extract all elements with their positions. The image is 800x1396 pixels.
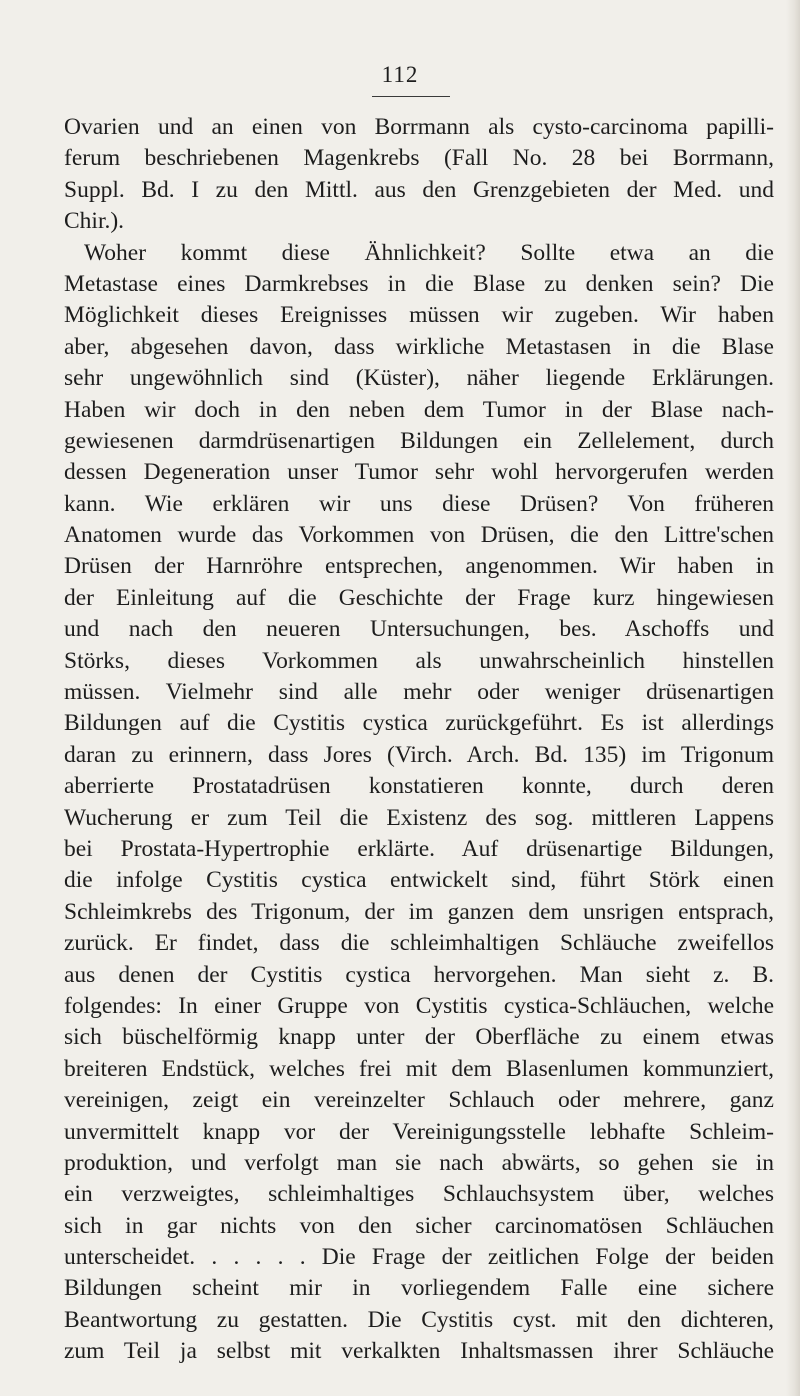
page-number-rule (372, 96, 450, 97)
text-line: Chir.). (64, 208, 125, 235)
text-line: breiteren Endstück, welches frei mit dem Blasenlumen kommunziert, (64, 1055, 774, 1082)
text-line: müssen. Vielmehr sind alle mehr oder weniger drüsenartigen (64, 679, 774, 706)
text-line: kann. Wie erklären wir uns diese Drüsen? Von früheren (64, 490, 774, 517)
text-line: Schleimkrebs des Trigonum, der im ganzen dem unsrigen entsprach, (64, 898, 774, 925)
body-text (64, 112, 774, 1368)
text-line: ferum beschriebenen Magenkrebs (Fall No. 28 bei Borrmann, (64, 145, 774, 172)
text-line: Beantwortung zu gestatten. Die Cystitis cyst. mit den dichteren, (64, 1306, 774, 1333)
text-line: gewiesenen darmdrüsenartigen Bildungen ein Zellelement, durch (64, 427, 774, 454)
text-line: Möglichkeit dieses Ereignisses müssen wir zugeben. Wir haben (64, 302, 774, 329)
text-line: aus denen der Cystitis cystica hervorgehen. Man sieht z. B. (64, 961, 774, 988)
text-line: folgendes: In einer Gruppe von Cystitis cystica-Schläuchen, welche (64, 992, 774, 1019)
text-line: Metastase eines Darmkrebses in die Blase zu denken sein? Die (64, 270, 774, 297)
text-line: zurück. Er findet, dass die schleimhaltigen Schläuche zweifellos (64, 930, 774, 957)
text-line: bei Prostata-Hypertrophie erklärte. Auf drüsenartige Bildungen, (64, 835, 774, 862)
text-line: der Einleitung auf die Geschichte der Frage kurz hingewiesen (64, 584, 774, 611)
text-line: vereinigen, zeigt ein vereinzelter Schlauch oder mehrere, ganz (64, 1087, 774, 1114)
text-line: Woher kommt diese Ähnlichkeit? Sollte etwa an die (84, 239, 774, 266)
page-edge-shadow (786, 0, 800, 1396)
text-line: aber, abgesehen davon, dass wirkliche Metastasen in die Blase (64, 333, 774, 360)
text-line: zum Teil ja selbst mit verkalkten Inhaltsmassen ihrer Schläuche (64, 1338, 774, 1365)
text-line: unterscheidet. . . . . . Die Frage der zeitlichen Folge der beiden (64, 1244, 774, 1271)
text-line: die infolge Cystitis cystica entwickelt sind, führt Störk einen (64, 867, 774, 894)
page-number: 112 (381, 62, 419, 87)
text-line: sich in gar nichts von den sicher carcinomatösen Schläuchen (64, 1212, 774, 1239)
text-line: Anatomen wurde das Vorkommen von Drüsen, die den Littre'schen (64, 522, 774, 549)
text-line: unvermittelt knapp vor der Vereinigungsstelle lebhafte Schleim- (64, 1118, 774, 1145)
text-line: Ovarien und an einen von Borrmann als cysto-carcinoma papilli- (64, 114, 774, 140)
text-line: Haben wir doch in den neben dem Tumor in der Blase nach- (64, 396, 774, 423)
text-line: sehr ungewöhnlich sind (Küster), näher liegende Erklärungen. (64, 365, 774, 392)
text-line: Wucherung er zum Teil die Existenz des sog. mittleren Lappens (64, 804, 774, 831)
text-line: Bildungen auf die Cystitis cystica zurückgeführt. Es ist allerdings (64, 710, 774, 737)
text-line: Störks, dieses Vorkommen als unwahrscheinlich hinstellen (64, 647, 774, 674)
text-line: sich büschelförmig knapp unter der Oberfläche zu einem etwas (64, 1024, 774, 1051)
text-line: Bildungen scheint mir in vorliegendem Falle eine sichere (64, 1275, 774, 1302)
text-line: aberrierte Prostatadrüsen konstatieren konnte, durch deren (64, 773, 774, 800)
text-line: produktion, und verfolgt man sie nach abwärts, so gehen sie in (64, 1149, 774, 1176)
text-line: daran zu erinnern, dass Jores (Virch. Arch. Bd. 135) im Trigonum (64, 741, 774, 768)
text-line: ein verzweigtes, schleimhaltiges Schlauchsystem über, welches (64, 1181, 774, 1208)
text-line: Suppl. Bd. I zu den Mittl. aus den Grenzgebieten der Med. und (64, 176, 774, 203)
text-line: und nach den neueren Untersuchungen, bes. Aschoffs und (64, 616, 774, 643)
text-line: dessen Degeneration unser Tumor sehr wohl hervorgerufen werden (64, 459, 774, 486)
text-line: Drüsen der Harnröhre entsprechen, angenommen. Wir haben in (64, 553, 774, 580)
